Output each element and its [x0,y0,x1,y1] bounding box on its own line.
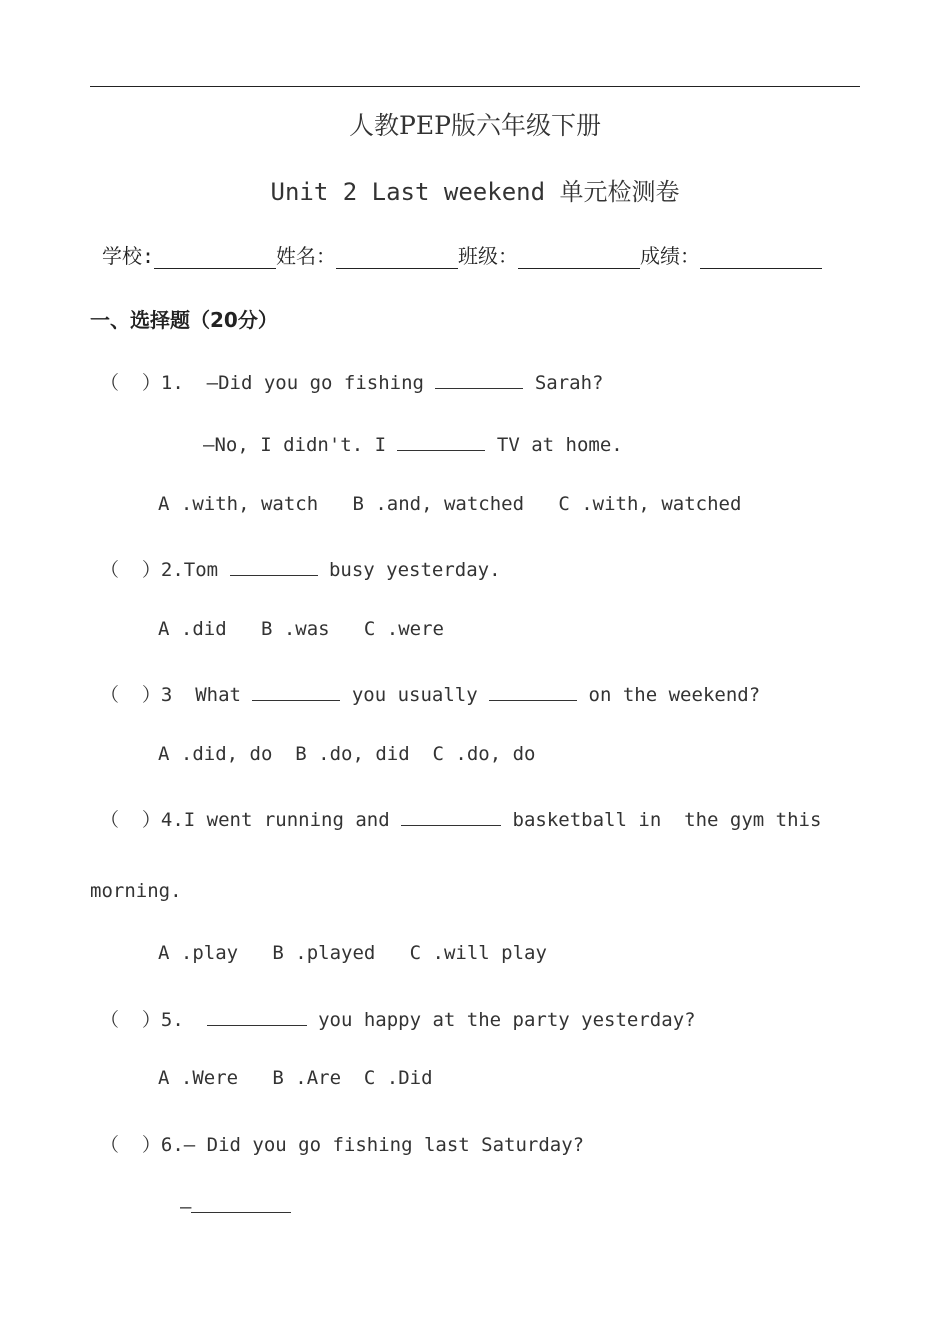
answer-blank[interactable] [252,680,340,701]
question-6: （ ）6.— Did you go fishing last Saturday? [100,1134,585,1156]
question-1-reply: —No, I didn't. I TV at home. [203,430,623,456]
question-5: （ ）5. you happy at the party yesterday? [100,1005,696,1032]
answer-blank[interactable] [401,805,501,826]
section-title: 一、选择题（20分） [90,308,278,332]
question-4-continuation: morning. [90,880,182,902]
answer-blank[interactable] [191,1192,291,1213]
answer-blank[interactable] [230,555,318,576]
question-2-options: A .did B .was C .were [158,618,444,640]
name-label: 姓名： [276,244,337,268]
question-1-options: A .with, watch B .and, watched C .with, watched [158,493,742,515]
score-label: 成绩： [640,244,701,268]
answer-blank[interactable] [489,680,577,701]
name-field[interactable] [336,244,458,269]
question-1: （ ）1. —Did you go fishing Sarah? [100,368,604,395]
header-rule [90,86,860,87]
question-4: （ ）4.I went running and basketball in the gym this [100,805,821,832]
answer-blank[interactable] [207,1005,307,1026]
question-3: （ ）3 What you usually on the weekend? [100,680,760,707]
class-label: 班级： [458,244,519,268]
question-4-options: A .play B .played C .will play [158,942,547,964]
class-field[interactable] [518,244,640,269]
student-info-row [102,240,822,269]
question-6-reply: — [180,1192,291,1218]
title-unit: Unit 2 Last weekend 单元检测卷 [270,178,680,206]
answer-blank[interactable] [435,368,523,389]
question-3-options: A .did, do B .do, did C .do, do [158,743,536,765]
title-chinese: 人教PEP版六年级下册 [349,111,601,140]
question-5-options: A .Were B .Are C .Did [158,1067,433,1089]
score-field[interactable] [700,244,822,269]
answer-blank[interactable] [397,430,485,451]
question-2: （ ）2.Tom busy yesterday. [100,555,501,582]
school-field[interactable] [154,244,276,269]
school-label: 学校: [102,244,155,268]
